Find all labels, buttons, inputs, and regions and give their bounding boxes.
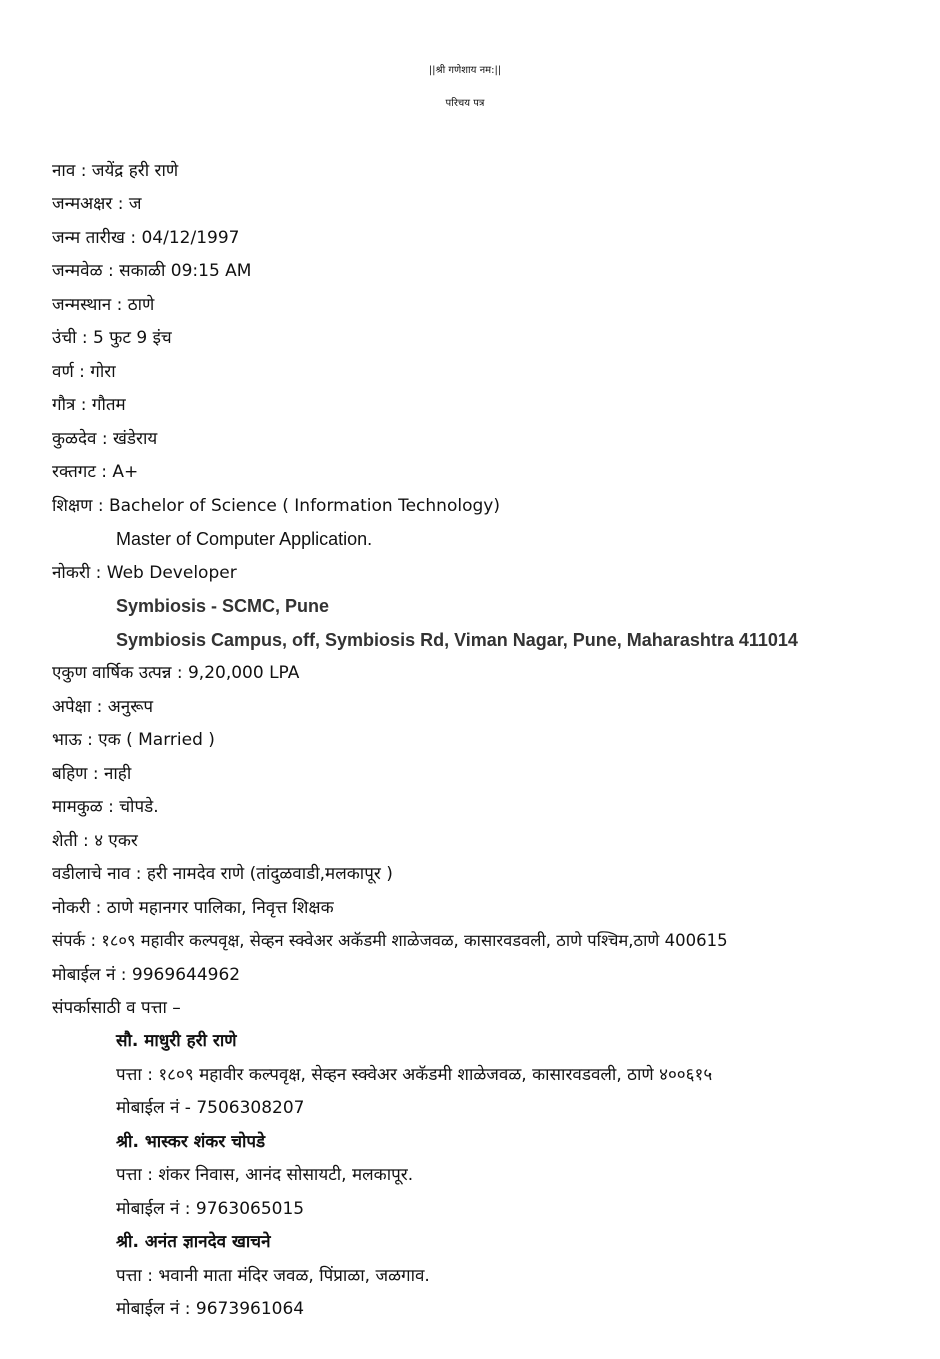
farm-land: शेती : ४ एकर (52, 831, 138, 851)
contact-1-mobile: मोबाईल नं - 7506308207 (116, 1098, 305, 1118)
job-company: Symbiosis - SCMC, Pune (116, 596, 330, 616)
contact-1-name: सौ. माधुरी हरी राणे (116, 1031, 237, 1051)
contact-address: संपर्क : १८०९ महावीर कल्पवृक्ष, सेव्हन स्क्वेअर अकॅडमी शाळेजवळ, कासारवडवली, ठाणे पश्चिम,ठाणे 400615 (52, 931, 728, 950)
contact-3-address: पत्ता : भवानी माता मंदिर जवळ, पिंप्राळा, जळगाव. (116, 1266, 430, 1286)
annual-income: एकुण वार्षिक उत्पन्न : 9,20,000 LPA (52, 663, 300, 683)
contact-2-name: श्री. भास्कर शंकर चोपडे (116, 1132, 266, 1152)
contact-2-mobile: मोबाईल नं : 9763065015 (116, 1199, 305, 1219)
detail-birth-letter: जन्मअक्षर : ज (52, 194, 142, 214)
contact-3-mobile: मोबाईल नं : 9673961064 (116, 1299, 305, 1319)
contact-1-address: पत्ता : १८०९ महावीर कल्पवृक्ष, सेव्हन स्क्वेअर अकॅडमी शाळेजवळ, कासारवडवली, ठाणे ४००६१५ (116, 1065, 713, 1085)
detail-blood-group: रक्तगट : A+ (52, 462, 139, 482)
detail-birth-place: जन्मस्थान : ठाणे (52, 295, 155, 315)
sister: बहिण : नाही (52, 764, 132, 784)
education-line-2: Master of Computer Application. (116, 529, 373, 549)
invocation-heading: ||श्री गणेशाय नम:|| (428, 65, 502, 76)
brother: भाऊ : एक ( Married ) (52, 730, 215, 750)
job-address: Symbiosis Campus, off, Symbiosis Rd, Viman Nagar, Pune, Maharashtra 411014 (116, 630, 798, 650)
education-line-1: शिक्षण : Bachelor of Science ( Information Technology) (52, 496, 500, 516)
maternal-family: मामकुळ : चोपडे. (52, 797, 159, 817)
contact-3-name: श्री. अनंत ज्ञानदेव खाचने (116, 1232, 271, 1252)
father-job: नोकरी : ठाणे महानगर पालिका, निवृत्त शिक्षक (52, 898, 334, 918)
detail-name: नाव : जयेंद्र हरी राणे (52, 161, 179, 181)
detail-height: उंची : 5 फुट 9 इंच (52, 328, 172, 348)
document-title: परिचय पत्र (445, 98, 485, 109)
detail-birth-time: जन्मवेळ : सकाळी 09:15 AM (52, 261, 252, 281)
job-title: नोकरी : Web Developer (52, 563, 237, 583)
detail-birth-date: जन्म तारीख : 04/12/1997 (52, 228, 240, 248)
contact-mobile: मोबाईल नं : 9969644962 (52, 965, 241, 985)
detail-complexion: वर्ण : गोरा (52, 362, 116, 382)
expectation: अपेक्षा : अनुरूप (52, 697, 154, 717)
contacts-heading: संपर्कासाठी व पत्ता – (52, 998, 181, 1018)
contact-2-address: पत्ता : शंकर निवास, आनंद सोसायटी, मलकापूर. (116, 1165, 414, 1185)
detail-gotra: गौत्र : गौतम (52, 395, 126, 415)
detail-kuldev: कुळदेव : खंडेराय (52, 429, 158, 449)
father-name: वडीलाचे नाव : हरी नामदेव राणे (तांदुळवाडी,मलकापूर ) (52, 864, 393, 884)
